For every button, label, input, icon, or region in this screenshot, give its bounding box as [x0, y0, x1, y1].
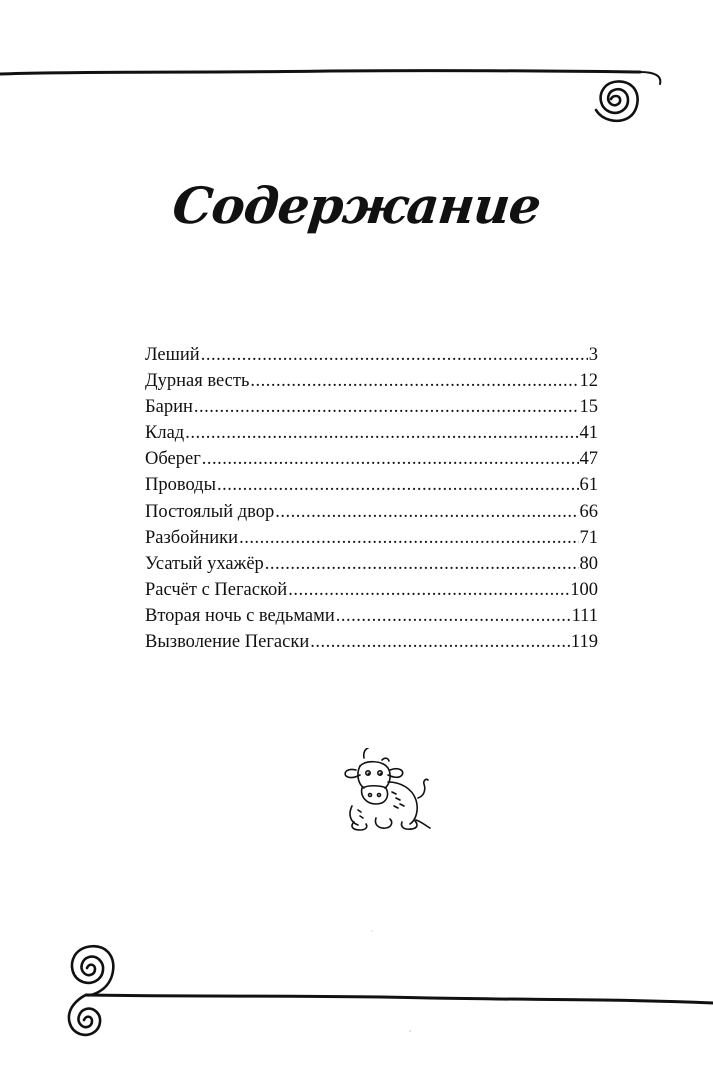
toc-entry-title: Проводы: [145, 475, 217, 496]
toc-entry-page: 61: [579, 475, 598, 496]
toc-entry-page: 3: [588, 345, 598, 365]
toc-leader-dots: [217, 472, 578, 498]
table-of-contents: [145, 342, 598, 655]
toc-leader-dots: [265, 551, 579, 577]
toc-entry: [145, 368, 598, 394]
toc-entry: [145, 499, 598, 525]
toc-leader-dots: [250, 368, 578, 394]
toc-entry-title: Оберег: [145, 449, 201, 470]
toc-entry: [145, 342, 598, 368]
toc-entry: [145, 577, 598, 603]
top-spiral-icon: [596, 81, 638, 120]
bottom-specks: [371, 930, 410, 1031]
toc-entry-title: Дурная весть: [145, 371, 250, 392]
toc-leader-dots: [239, 525, 578, 551]
toc-entry-page: 71: [579, 527, 598, 548]
toc-entry-title: Усатый ухажёр: [145, 553, 264, 574]
toc-entry-title: Леший: [145, 345, 200, 365]
toc-leader-dots: [194, 394, 579, 420]
toc-entry: [145, 629, 598, 655]
toc-entry-page: 47: [579, 449, 598, 470]
bottom-swirl-rule: [86, 995, 713, 1003]
top-swirl-rule: [0, 71, 660, 84]
toc-entry: [145, 446, 598, 472]
toc-entry-title: Вторая ночь с ведьмами: [145, 605, 335, 626]
toc-leader-dots: [201, 342, 588, 368]
toc-entry-title: Клад: [145, 423, 185, 444]
toc-entry-page: 100: [570, 579, 598, 600]
toc-entry-title: Барин: [145, 397, 193, 418]
toc-entry-page: 111: [571, 605, 598, 626]
toc-entry-title: Постоялый двор: [145, 501, 275, 522]
toc-entry: [145, 394, 598, 420]
toc-entry-page: 12: [579, 371, 598, 392]
toc-entry: [145, 472, 598, 498]
calf-illustration: [330, 748, 436, 832]
toc-entry-title: Вызволение Пегаски: [145, 632, 310, 653]
toc-entry-page: 119: [570, 632, 598, 653]
toc-entry-title: Разбойники: [145, 527, 239, 548]
toc-entry: [145, 420, 598, 446]
bottom-spiral-icon-lower: [69, 995, 100, 1035]
toc-entry-page: 41: [579, 423, 598, 444]
toc-leader-dots: [275, 499, 578, 525]
toc-leader-dots: [288, 577, 569, 603]
toc-entry-page: 15: [579, 397, 598, 418]
toc-leader-dots: [185, 420, 578, 446]
toc-leader-dots: [310, 629, 570, 655]
toc-entry-page: 80: [579, 553, 598, 574]
page-title: Содержание: [169, 176, 544, 235]
toc-entry: [145, 525, 598, 551]
toc-entry-title: Расчёт с Пегаской: [145, 579, 288, 600]
toc-entry: [145, 603, 598, 629]
toc-leader-dots: [336, 603, 571, 629]
toc-leader-dots: [202, 446, 579, 472]
bottom-spiral-icon-upper: [72, 946, 113, 995]
toc-entry-page: 66: [579, 501, 598, 522]
toc-entry: [145, 551, 598, 577]
